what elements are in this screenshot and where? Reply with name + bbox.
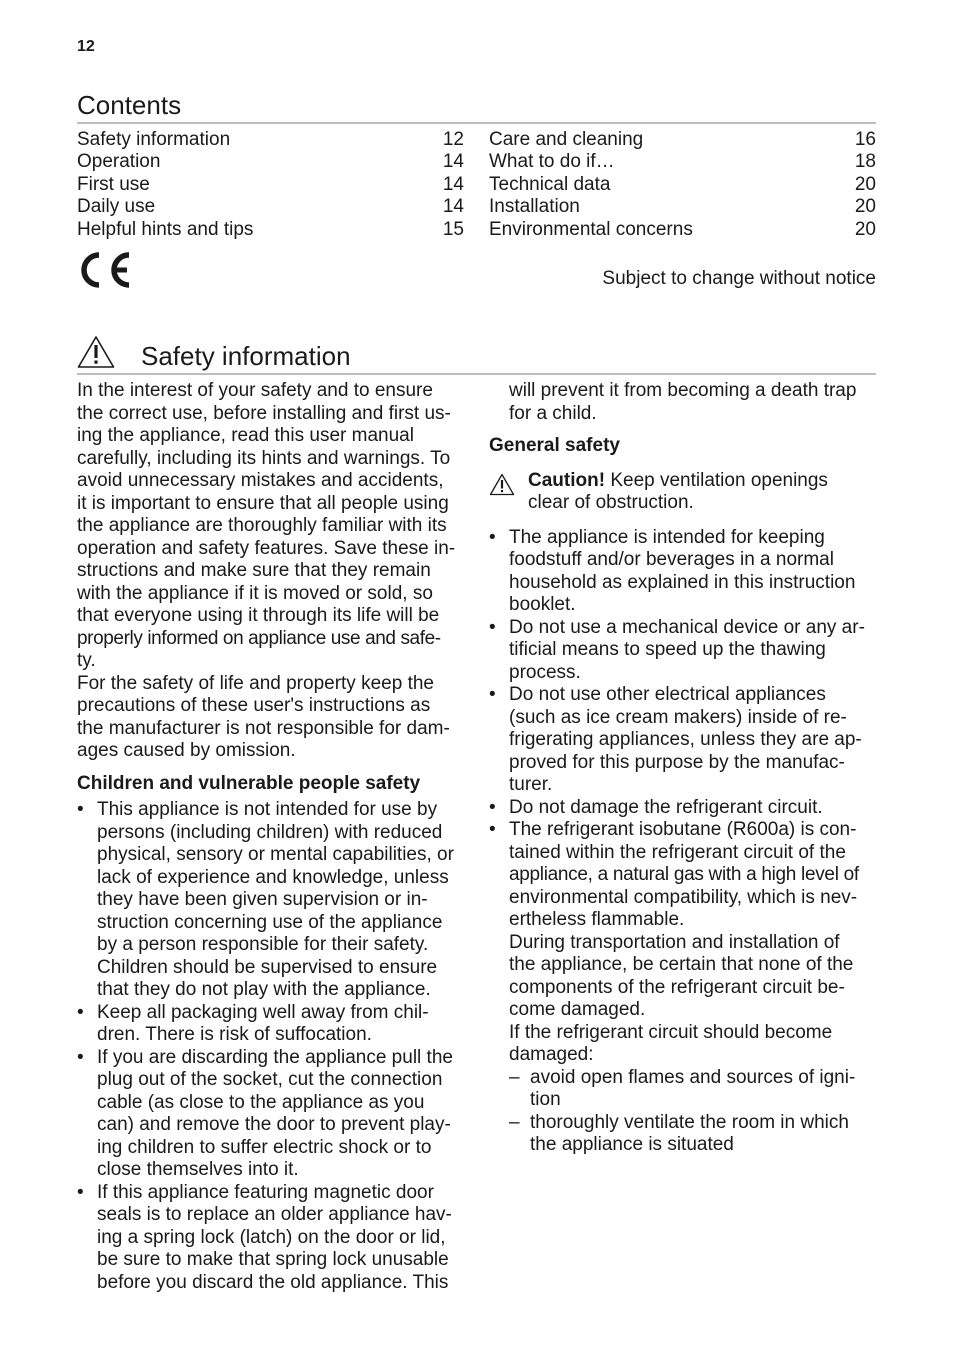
caution-label: Caution! — [528, 469, 606, 491]
list-item: • The refrigerant isobutane (R600a) is con- tained within the refrigerant circuit of the appliance, a natural gas with a high level of environmental compatibility, which is nev- ertheless flammable. During transportation and installation of the appliance, be certain that none of the components of the refrigerant circuit be- come damaged. If the refrigerant circuit should become damaged: – avoid open flames and sources of igni- tion – thoroughly ventilate the room in which the appliance is situated — [489, 819, 881, 1157]
toc-entry[interactable]: Technical data 20 — [489, 173, 876, 195]
list-item: • If you are discarding the appliance pull the plug out of the socket, cut the connection cable (as close to the appliance as you can) and remove the door to prevent play- ing children to suffer electric shock or to close themselves into it. — [77, 1047, 472, 1182]
toc-entry[interactable]: First use 14 — [77, 173, 464, 195]
safety-rule — [77, 373, 876, 375]
toc-entry[interactable]: Daily use 14 — [77, 196, 464, 218]
list-item: • If this appliance featuring magnetic door seals is to replace an older appliance hav- ing a spring lock (latch) on the door or lid, be sure to make that spring lock unusable before you discard the old appliance. This — [77, 1182, 472, 1295]
general-safety-list — [489, 527, 881, 1157]
children-safety-heading: Children and vulnerable people safety — [77, 772, 421, 794]
list-item: – thoroughly ventilate the room in which the appliance is situated — [509, 1112, 881, 1157]
safety-title: Safety information — [141, 341, 351, 371]
contents-rule — [77, 122, 876, 124]
list-item: • Do not use other electrical appliances (such as ice cream makers) inside of re- frigerating appliances, unless they are ap- proved for this purpose by the manufac- turer. — [489, 684, 881, 797]
warning-triangle-icon — [77, 335, 115, 369]
warning-triangle-icon — [489, 473, 515, 496]
change-notice: Subject to change without notice — [602, 268, 876, 289]
left-text-column — [77, 380, 472, 1294]
toc-entry[interactable]: Helpful hints and tips 15 — [77, 218, 464, 240]
refrigerant-damage-sublist — [509, 1067, 881, 1157]
contents-title: Contents — [77, 90, 182, 120]
ce-mark-icon — [77, 250, 131, 290]
intro-paragraph: In the interest of your safety and to ensure the correct use, before installing and first us- ing the appliance, read this user manual carefully, including its hints and warnings. To avoid unnecessary mistakes and accidents, it is important to ensure that all people using the appliance are thoroughly familiar with its operation and safety features. Save these in- structions and make sure that they remain with the appliance if it is moved or sold, so that everyone using it through its life will be properly informed on appliance use and safe- ty. For the safety of life and property keep the precautions of these user's instructions as the manufacturer is not responsible for dam- ages caused by omission. — [77, 380, 456, 761]
toc-entry[interactable]: Care and cleaning 16 — [489, 129, 876, 150]
toc-right-column — [489, 129, 876, 241]
caution-note: Caution! Keep ventilation openings clear of obstruction. — [489, 470, 881, 515]
list-item: – avoid open flames and sources of igni- tion — [509, 1067, 881, 1112]
toc-entry[interactable]: What to do if… 18 — [489, 151, 876, 173]
list-item: • Do not damage the refrigerant circuit. — [489, 797, 881, 820]
right-text-column — [489, 380, 881, 1157]
continuation-text: will prevent it from becoming a death trap for a child. — [509, 380, 857, 424]
general-safety-heading: General safety — [489, 435, 620, 456]
list-item: • Do not use a mechanical device or any ar- tificial means to speed up the thawing process. — [489, 617, 881, 685]
toc-entry[interactable]: Environmental concerns 20 — [489, 218, 876, 240]
toc-entry[interactable]: Safety information 12 — [77, 129, 464, 150]
page-number: 12 — [77, 38, 95, 55]
children-safety-list — [77, 799, 472, 1294]
list-item: • This appliance is not intended for use by persons (including children) with reduced physical, sensory or mental capabilities, or lack of experience and knowledge, unless they have been given supervision or in- struction concerning use of the appliance by a person responsible for their safety. Children should be supervised to ensure that they do not play with the appliance. — [77, 799, 472, 1002]
toc-entry[interactable]: Operation 14 — [77, 151, 464, 173]
toc-entry[interactable]: Installation 20 — [489, 196, 876, 218]
list-item: • The appliance is intended for keeping foodstuff and/or beverages in a normal household as explained in this instruction booklet. — [489, 527, 881, 617]
toc-left-column — [77, 129, 464, 241]
list-item: • Keep all packaging well away from chil- dren. There is risk of suffocation. — [77, 1002, 472, 1047]
